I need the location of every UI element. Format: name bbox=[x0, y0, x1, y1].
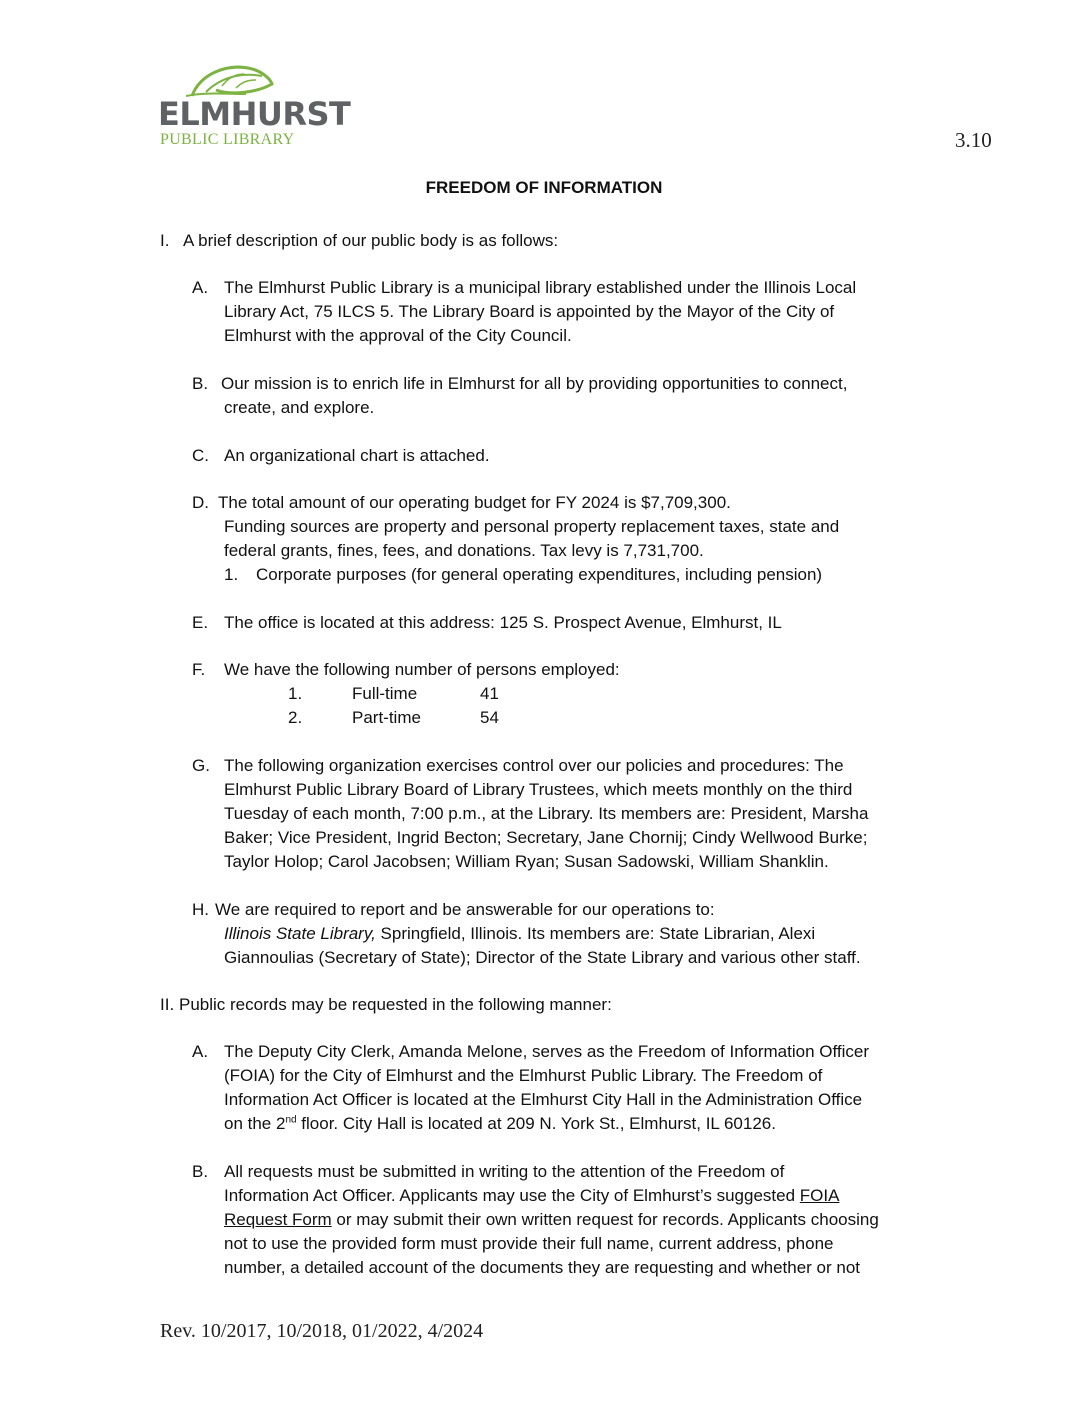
leaf-icon bbox=[186, 62, 276, 98]
agency-name: Illinois State Library, bbox=[224, 924, 376, 943]
item-1d-marker: D. bbox=[192, 493, 209, 512]
item-1h-line bbox=[224, 922, 815, 946]
item-2a-line: Information Act Officer is located at the Elmhurst City Hall in the Administration Office bbox=[224, 1090, 863, 1109]
item-1d-sub-marker: 1. bbox=[224, 565, 239, 584]
item-2b-line: All requests must be submitted in writing to the attention of the Freedom of bbox=[224, 1162, 785, 1181]
item-1c-text: An organizational chart is attached. bbox=[224, 446, 490, 465]
item-1g-line: Baker; Vice President, Ingrid Becton; Secretary, Jane Chornij; Cindy Wellwood Burke; bbox=[224, 828, 868, 847]
foia-request-form-link[interactable]: Request Form bbox=[224, 1210, 332, 1229]
library-logo bbox=[158, 62, 354, 152]
item-1g-line: Taylor Holop; Carol Jacobsen; William Ryan; Susan Sadowski, William Shanklin. bbox=[224, 852, 829, 871]
item-2a-line-pre: on the 2 bbox=[224, 1114, 286, 1133]
item-1f-text: We have the following number of persons employed: bbox=[224, 660, 620, 679]
item-2a-line-post: floor. City Hall is located at 209 N. York St., Elmhurst, IL 60126. bbox=[296, 1114, 776, 1133]
employee-row-count: 41 bbox=[480, 684, 499, 703]
item-1d-line: The total amount of our operating budget for FY 2024 is $7,709,300. bbox=[218, 493, 731, 512]
revision-footer: Rev. 10/2017, 10/2018, 01/2022, 4/2024 bbox=[160, 1320, 484, 1342]
section-2-marker: II. bbox=[160, 995, 175, 1014]
section-2-heading: Public records may be requested in the following manner: bbox=[179, 995, 612, 1014]
item-2a-line: The Deputy City Clerk, Amanda Melone, serves as the Freedom of Information Officer bbox=[224, 1042, 870, 1061]
employee-row-label: Part-time bbox=[352, 708, 421, 727]
item-1h-line: Giannoulias (Secretary of State); Director of the State Library and various other staff. bbox=[224, 948, 861, 967]
item-1e-marker: E. bbox=[192, 613, 209, 632]
item-1d-line: Funding sources are property and personal property replacement taxes, state and bbox=[224, 517, 840, 536]
item-1h-marker: H. bbox=[192, 900, 209, 919]
employee-row-num: 2. bbox=[288, 708, 303, 727]
item-2a-marker: A. bbox=[192, 1042, 209, 1061]
item-1a-line: The Elmhurst Public Library is a municipal library established under the Illinois Local bbox=[224, 278, 857, 297]
item-2b-marker: B. bbox=[192, 1162, 209, 1181]
item-2b-line: not to use the provided form must provide their full name, current address, phone bbox=[224, 1234, 834, 1253]
employee-row-num: 1. bbox=[288, 684, 303, 703]
page-number: 3.10 bbox=[955, 128, 992, 152]
item-1b-marker: B. bbox=[192, 374, 209, 393]
item-2b-line-pre: Information Act Officer. Applicants may use the City of Elmhurst’s suggested bbox=[224, 1186, 800, 1205]
item-1b-line: Our mission is to enrich life in Elmhurst for all by providing opportunities to connect, bbox=[221, 374, 848, 393]
item-1a-line: Elmhurst with the approval of the City Council. bbox=[224, 326, 572, 345]
item-1d-line: federal grants, fines, fees, and donations. Tax levy is 7,731,700. bbox=[224, 541, 704, 560]
item-1g-line: Elmhurst Public Library Board of Library Trustees, which meets monthly on the third bbox=[224, 780, 853, 799]
foia-request-form-link[interactable]: FOIA bbox=[799, 1186, 840, 1205]
section-1-heading: A brief description of our public body is as follows: bbox=[183, 231, 559, 250]
item-1c-marker: C. bbox=[192, 446, 209, 465]
employee-row-label: Full-time bbox=[352, 684, 418, 703]
item-1h-line: We are required to report and be answerable for our operations to: bbox=[215, 900, 715, 919]
logo-subtitle: PUBLIC LIBRARY bbox=[160, 131, 295, 148]
item-1d-sub-text: Corporate purposes (for general operating expenditures, including pension) bbox=[256, 565, 823, 584]
item-1g-line: The following organization exercises control over our policies and procedures: The bbox=[224, 756, 844, 775]
item-1g-line: Tuesday of each month, 7:00 p.m., at the Library. Its members are: President, Marsha bbox=[224, 804, 869, 823]
item-1b-line: create, and explore. bbox=[224, 398, 375, 417]
item-1a-line: Library Act, 75 ILCS 5. The Library Board is appointed by the Mayor of the City of bbox=[224, 302, 835, 321]
page-title: FREEDOM OF INFORMATION bbox=[425, 178, 663, 197]
item-2a-line: (FOIA) for the City of Elmhurst and the Elmhurst Public Library. The Freedom of bbox=[224, 1066, 823, 1085]
item-1h-line-rest: Springfield, Illinois. Its members are: State Librarian, Alexi bbox=[375, 924, 816, 943]
section-1-marker: I. bbox=[160, 231, 170, 250]
item-2b-line-post: or may submit their own written request for records. Applicants choosing bbox=[331, 1210, 879, 1229]
item-1g-marker: G. bbox=[192, 756, 210, 775]
item-2b-line bbox=[224, 1208, 879, 1232]
item-1a-marker: A. bbox=[192, 278, 209, 297]
item-2a-line bbox=[224, 1112, 776, 1136]
employee-row-count: 54 bbox=[480, 708, 499, 727]
item-1e-text: The office is located at this address: 125 S. Prospect Avenue, Elmhurst, IL bbox=[224, 613, 782, 632]
item-2b-line bbox=[224, 1184, 839, 1208]
ordinal-suffix: nd bbox=[285, 1114, 297, 1126]
item-1f-marker: F. bbox=[192, 660, 206, 679]
item-2b-line: number, a detailed account of the documents they are requesting and whether or not bbox=[224, 1258, 861, 1277]
logo-name: ELMHURST bbox=[158, 95, 351, 133]
